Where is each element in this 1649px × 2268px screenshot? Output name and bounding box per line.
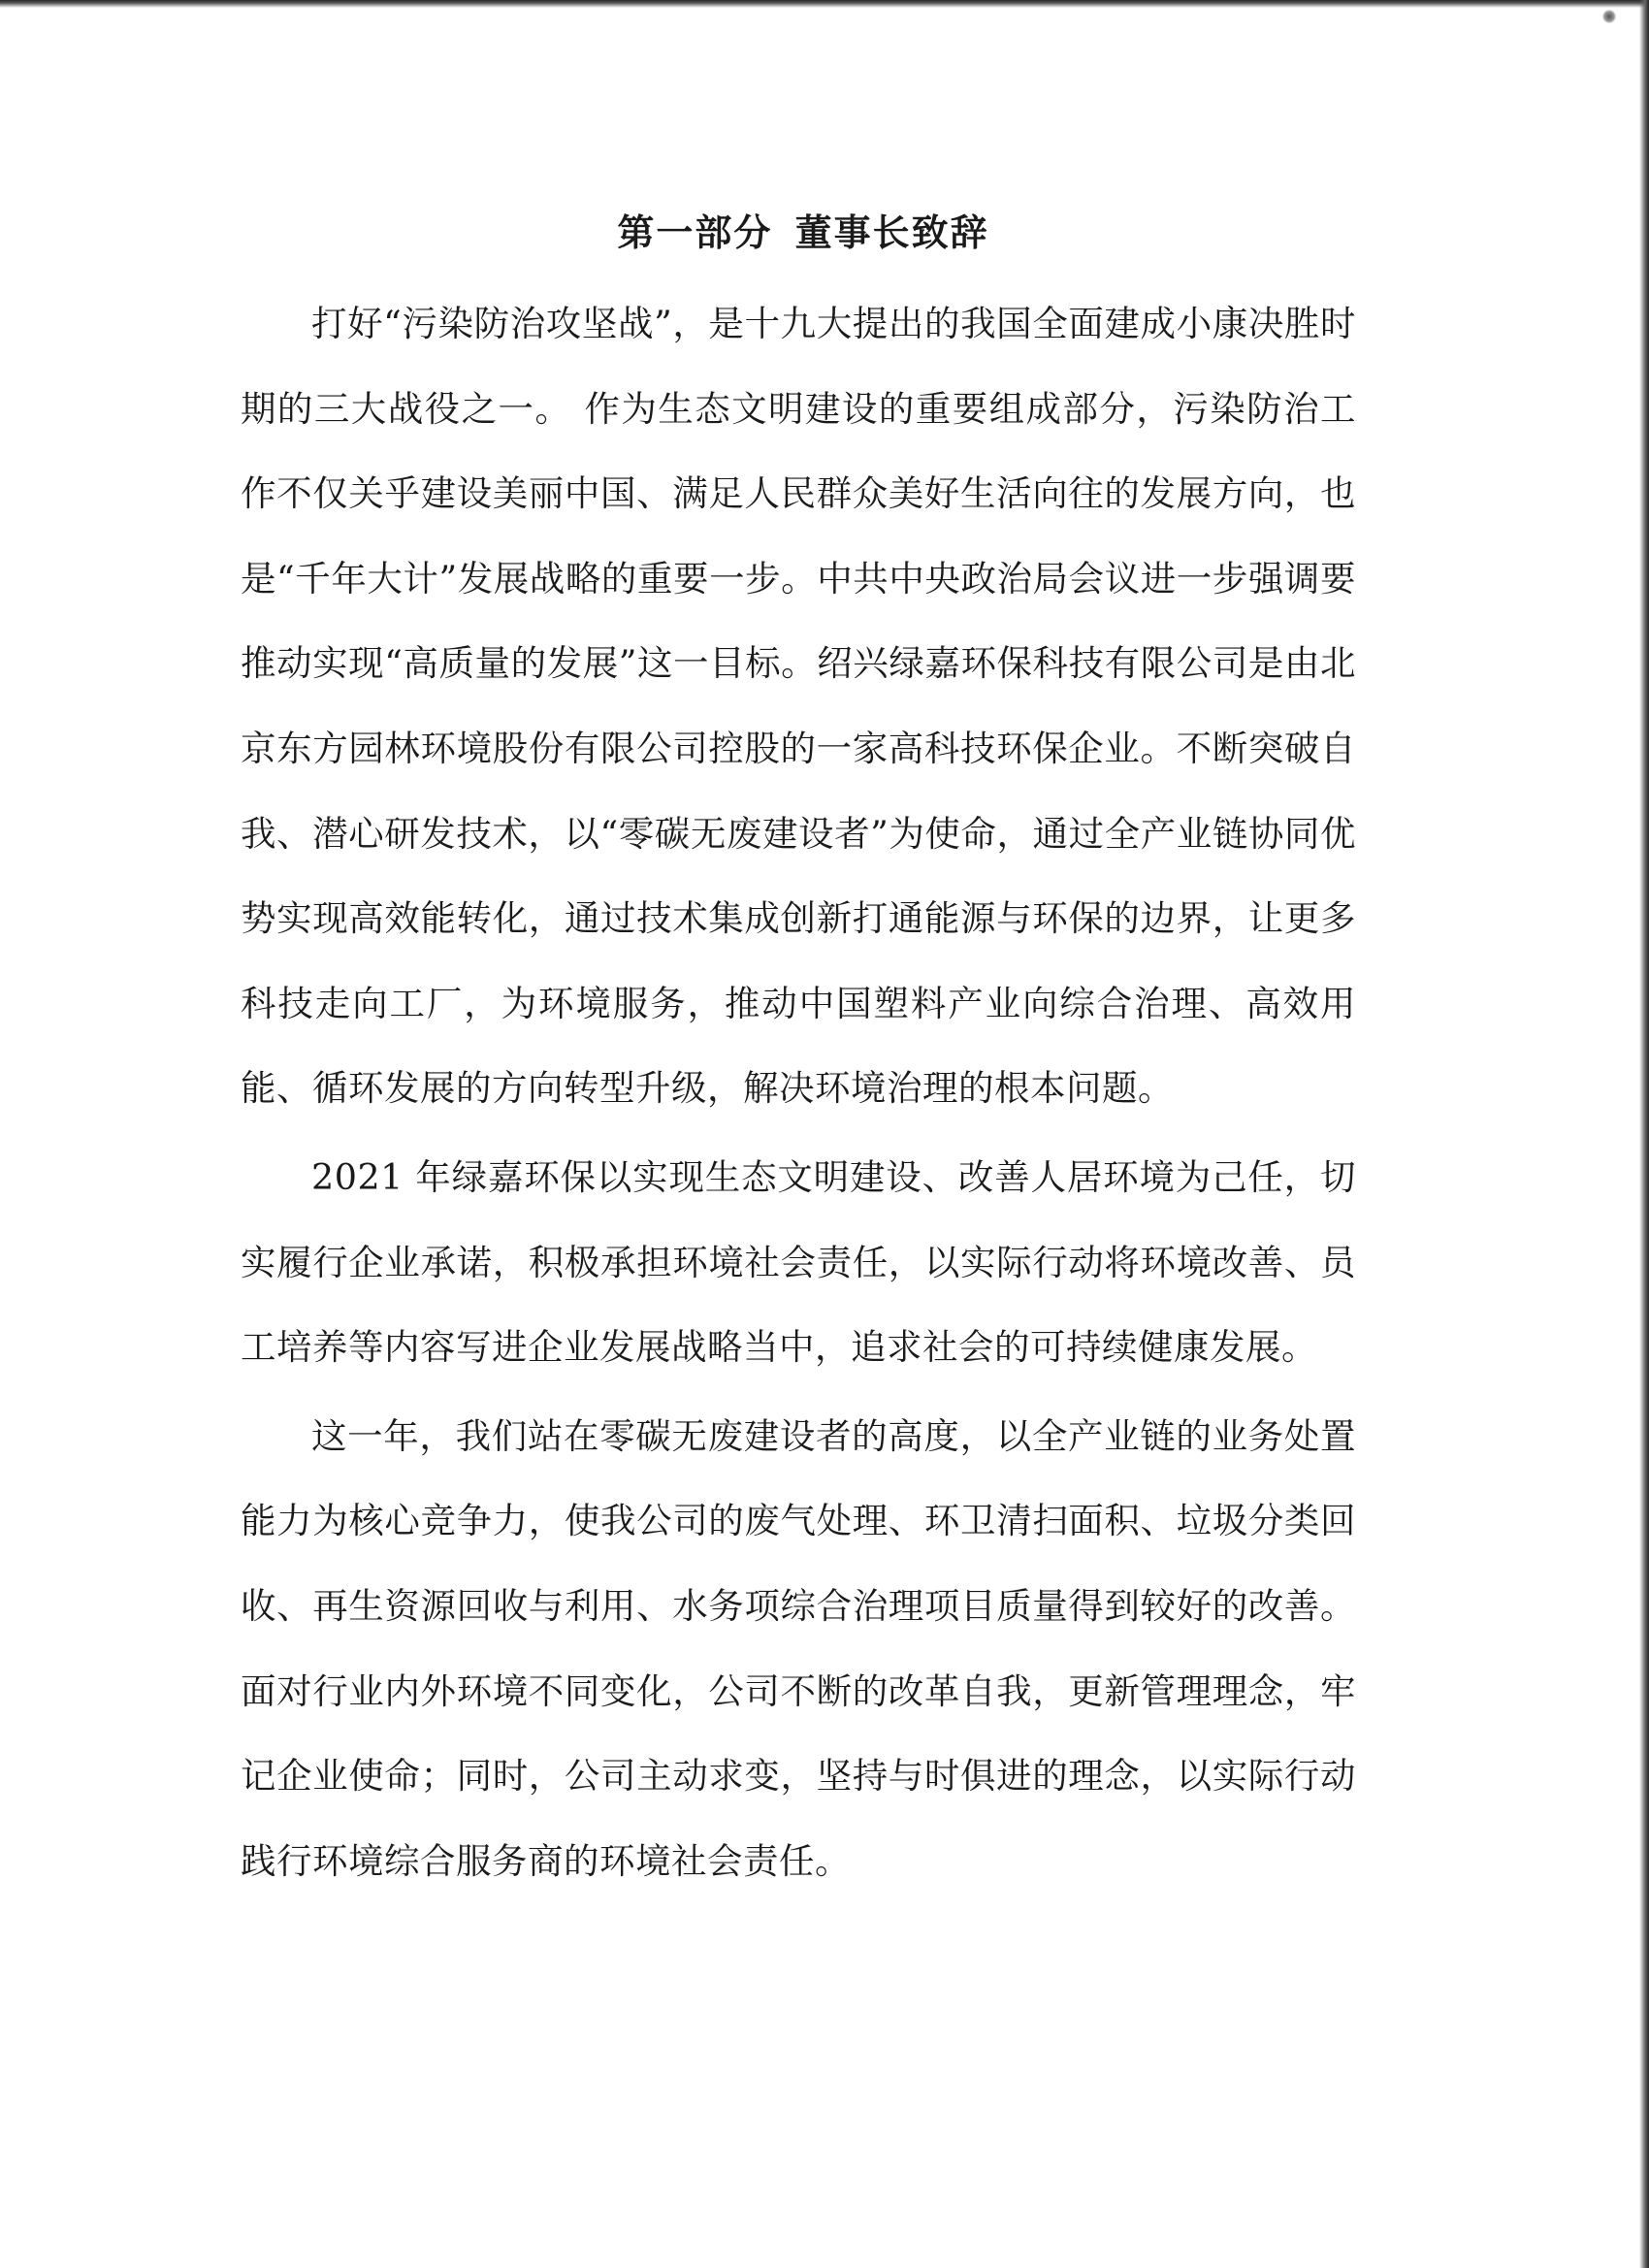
paragraph-2: 2021 年绿嘉环保以实现生态文明建设、改善人居环境为己任，切实履行企业承诺，积极承担环境社会责任，以实际行动将环境改善、员工培养等内容写进企业发展战略当中，追求社会的可持续健康发展。: [241, 1155, 1356, 1369]
scan-border-right: [1639, 0, 1649, 2268]
scan-corner-mark: [1602, 10, 1616, 23]
scan-border-top: [0, 0, 1649, 8]
paragraph-1: 打好“污染防治攻坚战”，是十九大提出的我国全面建成小康决胜时期的三大战役之一。 作为生态文明建设的重要组成部分，污染防治工作不仅关乎建设美丽中国、满足人民群众美好生活向往的发展方向，也是“千年大计”发展战略的重要一步。中共中央政治局会议进一步强调要推动实现“高质量的发展”这一目标。绍兴绿嘉环保科技有限公司是由北京东方园林环境股份有限公司控股的一家高科技环保企业。不断突破自我、潜心研发技术，以“零碳无废建设者”为使命，通过全产业链协同优势实现高效能转化，通过技术集成创新打通能源与环保的边界，让更多科技走向工厂，为环境服务，推动中国塑料产业向综合治理、高效用能、循环发展的方向转型升级，解决环境治理的根本问题。: [241, 303, 1356, 1110]
document-body: [241, 204, 1356, 1907]
section-title: 第一部分 董事长致辞: [617, 211, 989, 254]
paragraph-3: 这一年，我们站在零碳无废建设者的高度，以全产业链的业务处置能力为核心竞争力，使我公司的废气处理、环卫清扫面积、垃圾分类回收、再生资源回收与利用、水务项综合治理项目质量得到较好的改善。面对行业内外环境不同变化，公司不断的改革自我，更新管理理念，牢记企业使命；同时，公司主动求变，坚持与时俱进的理念，以实际行动践行环境综合服务商的环境社会责任。: [241, 1414, 1356, 1882]
